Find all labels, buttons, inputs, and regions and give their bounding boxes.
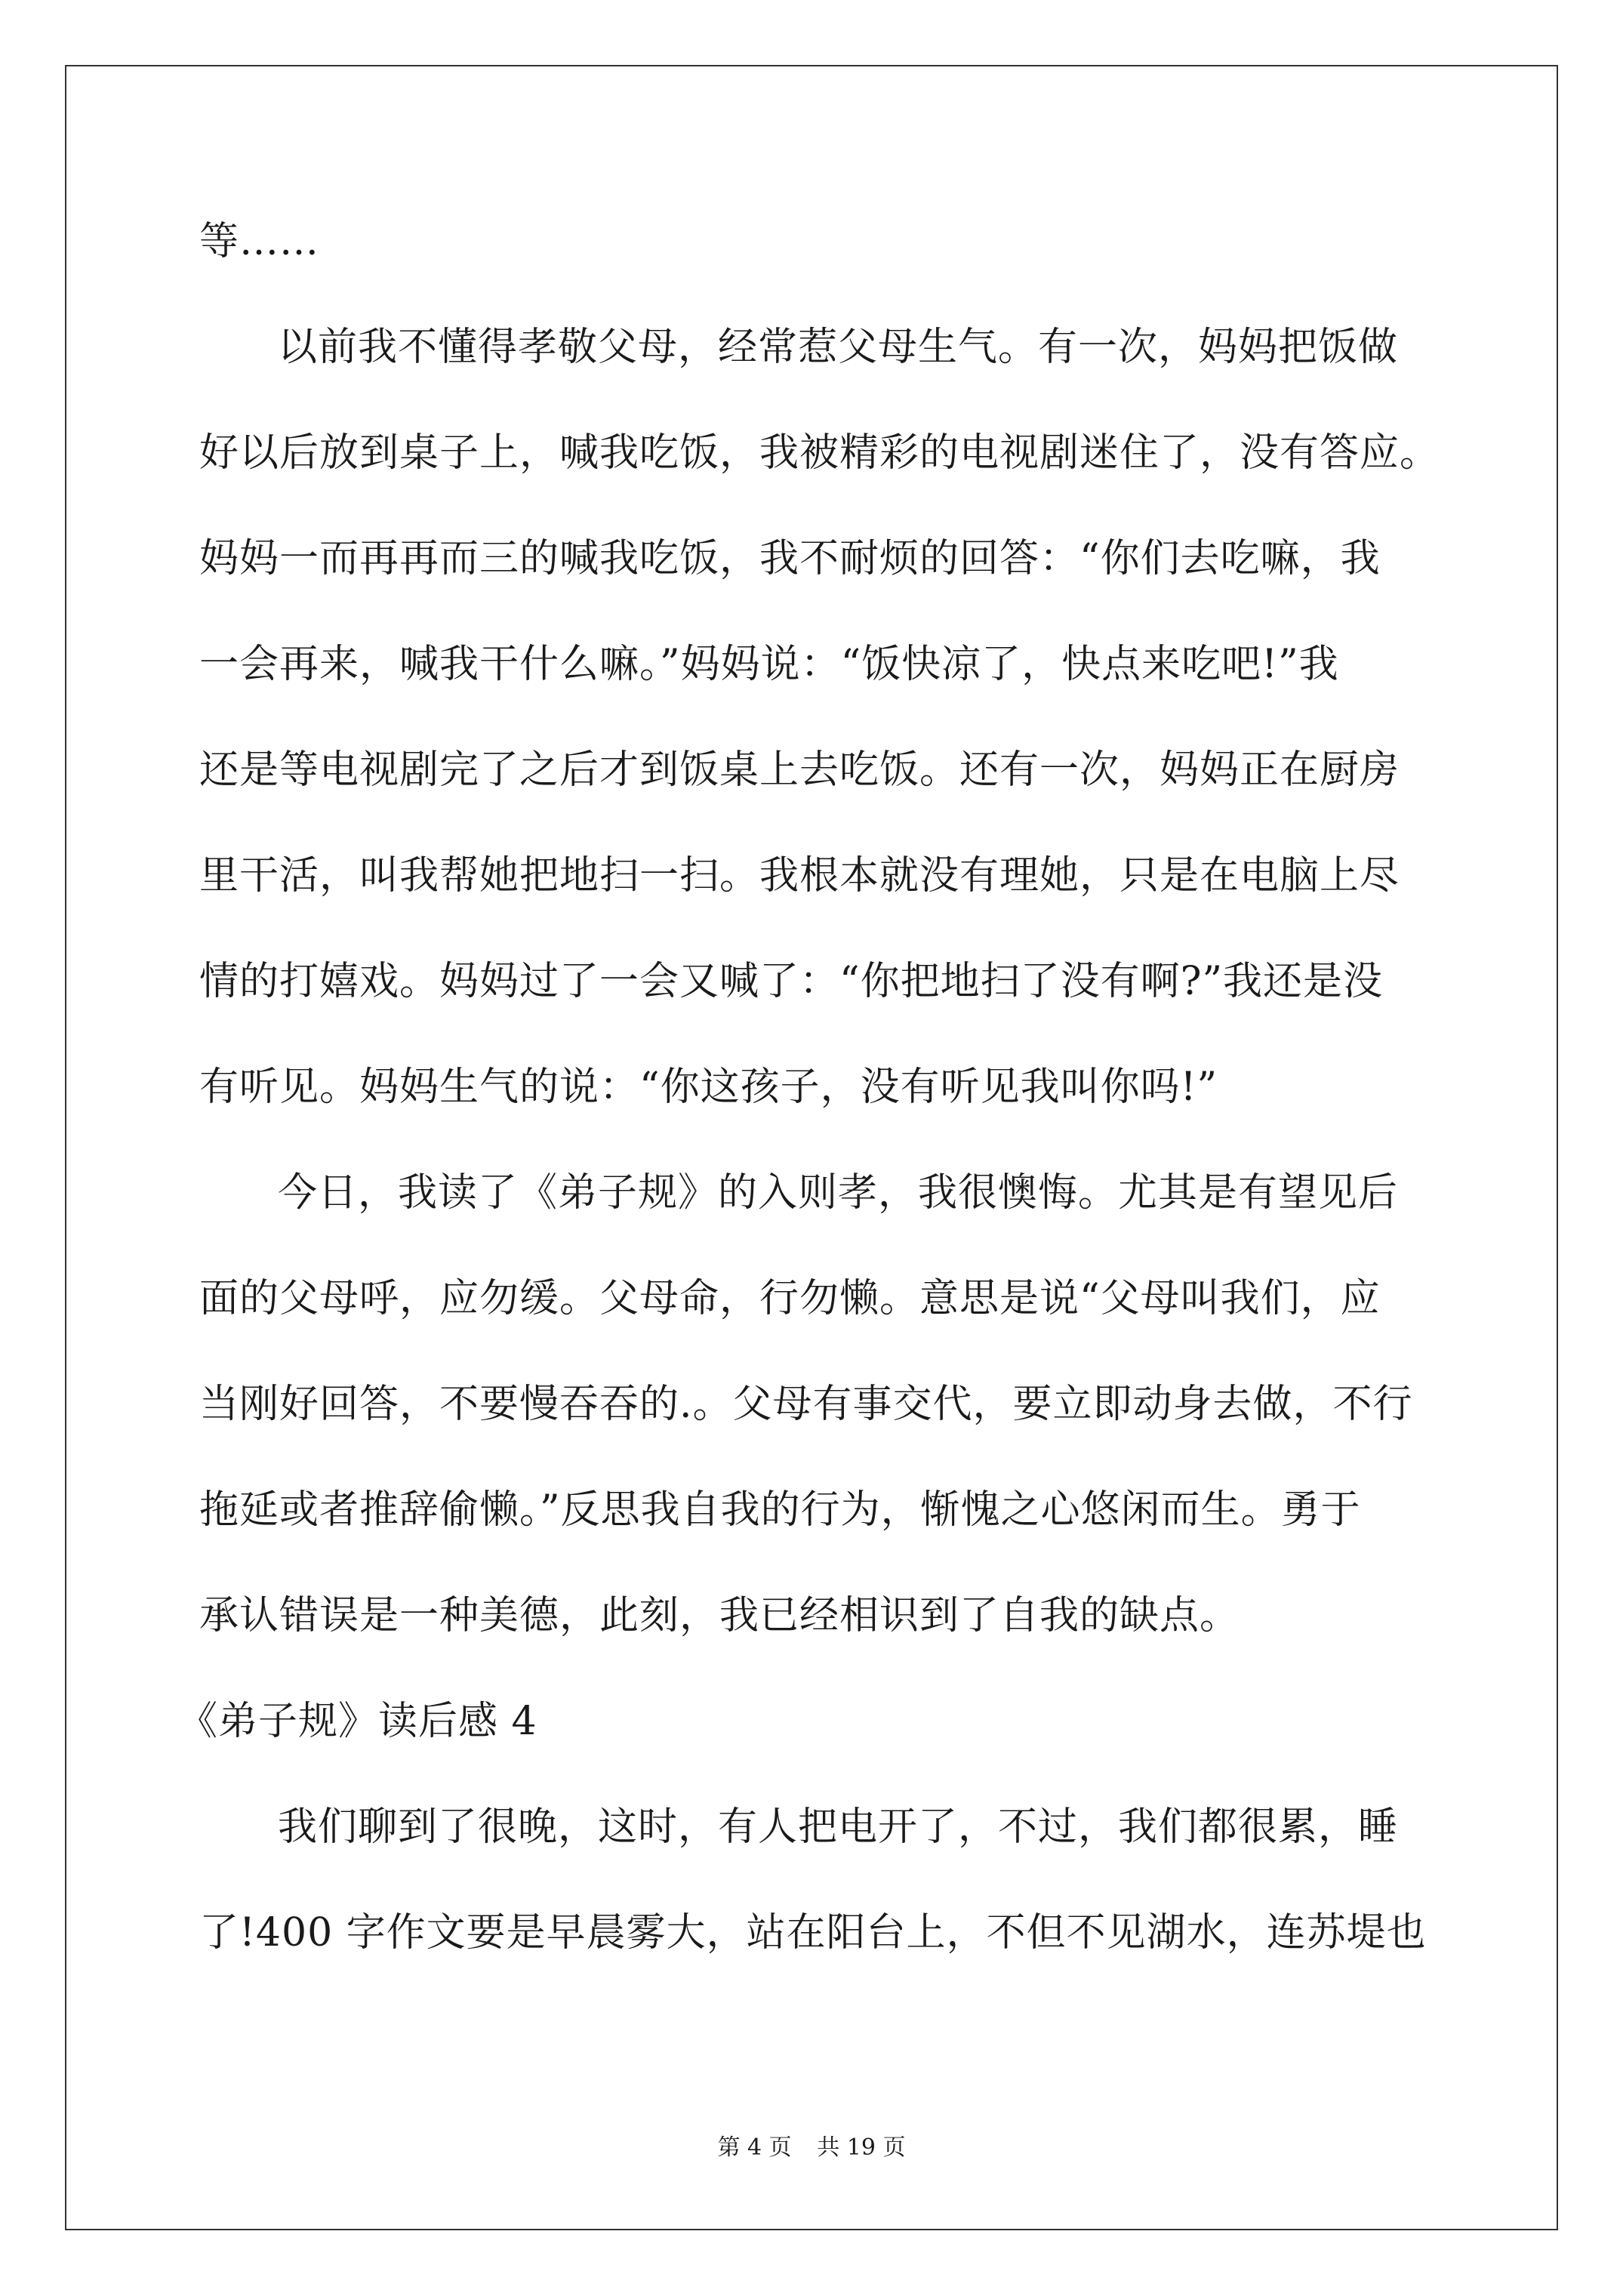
section-heading: 《弟子规》读后感 4 (178, 1699, 537, 1744)
text-line: 一会再来，喊我干什么嘛。”妈妈说：“饭快凉了，快点来吃吧!”我 (199, 642, 1339, 687)
text-line: 拖延或者推辞偷懒。”反思我自我的行为，惭愧之心悠闲而生。勇于 (199, 1487, 1361, 1533)
page-footer (0, 2133, 1623, 2163)
paragraph-start: 以前我不懂得孝敬父母，经常惹父母生气。有一次，妈妈把饭做 (278, 325, 1399, 370)
page-total: 共 19 页 (817, 2134, 906, 2161)
text-line: 还是等电视剧完了之后才到饭桌上去吃饭。还有一次，妈妈正在厨房 (199, 747, 1400, 793)
paragraph-start: 今日，我读了《弟子规》的入则孝，我很懊悔。尤其是有望见后 (278, 1170, 1399, 1216)
text-line: 面的父母呼，应勿缓。父母命，行勿懒。意思是说“父母叫我们，应 (199, 1276, 1381, 1321)
text-line: 有听见。妈妈生气的说：“你这孩子，没有听见我叫你吗!” (199, 1065, 1218, 1110)
text-line: 里干活，叫我帮她把地扫一扫。我根本就没有理她，只是在电脑上尽 (199, 853, 1400, 898)
text-line: 妈妈一而再再而三的喊我吃饭，我不耐烦的回答：“你们去吃嘛，我 (199, 536, 1381, 581)
text-line: 等…… (199, 219, 320, 264)
text-line: 当刚好回答，不要慢吞吞的.。父母有事交代，要立即动身去做，不行 (199, 1382, 1413, 1427)
text-line: 好以后放到桌子上，喊我吃饭，我被精彩的电视剧迷住了，没有答应。 (199, 430, 1440, 476)
page-number: 第 4 页 (717, 2134, 792, 2161)
text-line: 承认错误是一种美德，此刻，我已经相识到了自我的缺点。 (199, 1593, 1240, 1638)
text-line: 情的打嬉戏。妈妈过了一会又喊了：“你把地扫了没有啊?”我还是没 (199, 959, 1384, 1004)
text-line: 了!400 字作文要是早晨雾大，站在阳台上，不但不见湖水，连苏堤也 (199, 1910, 1427, 1955)
paragraph-start: 我们聊到了很晚，这时，有人把电开了，不过，我们都很累，睡 (278, 1804, 1399, 1850)
